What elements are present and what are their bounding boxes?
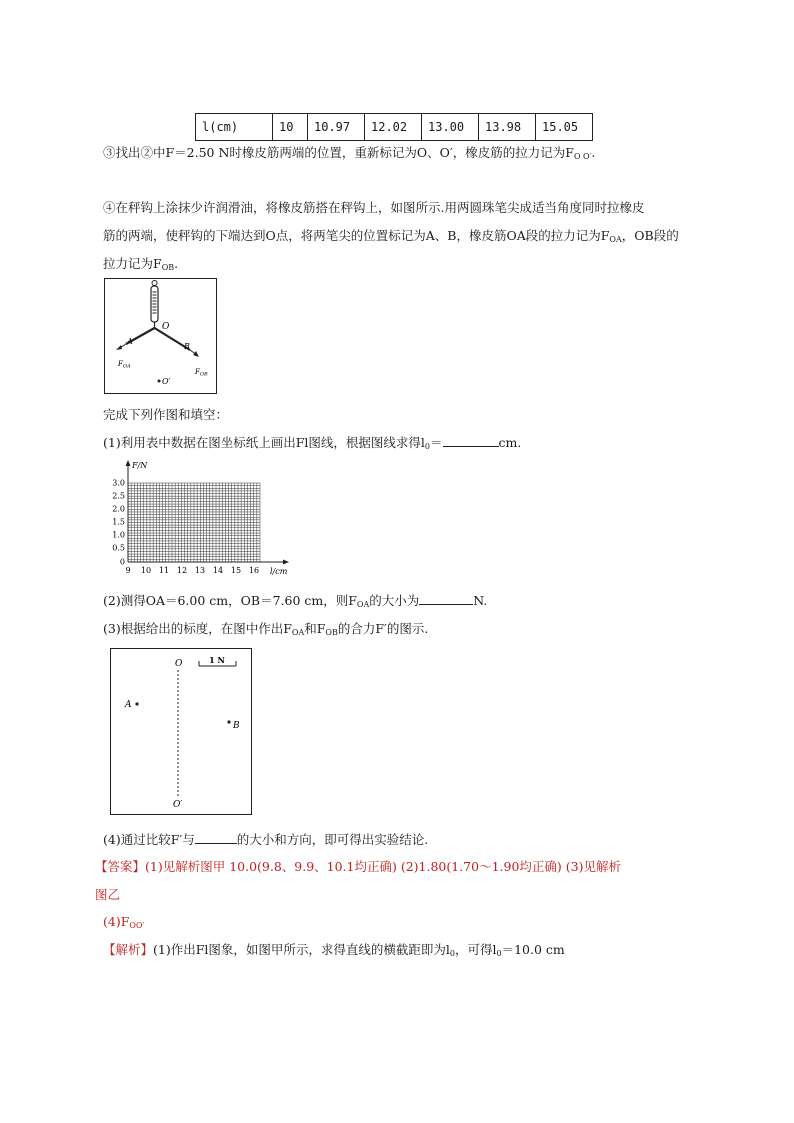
q2-text: (2)测得OA＝6.00 cm，OB＝7.60 cm，则F — [103, 593, 357, 608]
x-tick-label: 11 — [158, 566, 170, 575]
q2-text-b: 的大小为 — [369, 593, 420, 608]
fig1-label-fob: $F_{OB}$ — [195, 368, 208, 378]
q3-text: (3)根据给出的标度，在图中作出F — [103, 621, 292, 636]
data-table — [195, 113, 593, 141]
x-tick-label: 12 — [176, 566, 188, 575]
x-tick-label: 13 — [194, 566, 206, 575]
step3-end: . — [591, 145, 596, 160]
x-tick-label: 16 — [248, 566, 260, 575]
table-cell: 10.97 — [308, 114, 365, 141]
y-axis-label: F/N — [132, 461, 148, 470]
table-header-cell: l(cm) — [196, 114, 273, 141]
analysis-sub1: 0 — [449, 949, 455, 958]
step4-line2-text: 筋的两端，使秤钩的下端达到O点，将两笔尖的位置标记为A、B，橡皮筋OA段的拉力记为F — [103, 228, 610, 243]
analysis-body-c: ＝10.0 cm — [501, 942, 565, 957]
fig1-label-a: A — [127, 337, 133, 346]
q3-sub1: OA — [291, 628, 305, 637]
x-tick-label: 14 — [212, 566, 224, 575]
q1-sub: 0 — [424, 442, 430, 451]
question-2 — [103, 592, 487, 613]
analysis-body: (1)作出Fl图象，如图甲所示，求得直线的横截距即为l — [153, 942, 450, 957]
y-tick-label: 1.0 — [112, 530, 125, 540]
step4-line3 — [103, 255, 178, 276]
table-cell: 12.02 — [365, 114, 422, 141]
fig2-label-a: A — [125, 700, 132, 710]
table-cell: 13.98 — [479, 114, 536, 141]
table-row — [196, 114, 593, 141]
step4-line3-end: . — [174, 256, 179, 271]
y-axis-arrow — [126, 460, 131, 466]
fig2-label-o: O — [175, 659, 183, 669]
question-1 — [103, 434, 521, 455]
analysis-tag: 【解析】 — [103, 942, 154, 957]
q1-text: (1)利用表中数据在图坐标纸上画出Fl图线，根据图线求得l — [103, 435, 425, 450]
step4-line3-sub: OB — [161, 263, 175, 272]
y-tick-label: 0.5 — [112, 543, 125, 553]
fig1-point-o2 — [158, 380, 161, 383]
q2-answer-blank[interactable] — [419, 592, 473, 605]
fig1-label-foa: $F_{OA}$ — [118, 360, 131, 370]
analysis-sub2: 0 — [496, 949, 502, 958]
step4-line1: ④在秤钩上涂抹少许润滑油，将橡皮筋搭在秤钩上，如图所示.用两圆珠笔尖成适当角度同时拉橡皮 — [103, 200, 645, 215]
question-3 — [103, 620, 428, 641]
answer-cont: 图乙 — [95, 887, 121, 902]
q4-text-b: 的大小和方向，即可得出实验结论. — [236, 832, 429, 847]
q4-text: (4)通过比较F′与 — [103, 832, 195, 847]
x-tick-label: 15 — [230, 566, 242, 575]
analysis-line — [103, 941, 565, 962]
step4-line2 — [103, 227, 679, 248]
fig2-label-b: B — [233, 721, 240, 731]
q2-unit: N. — [473, 593, 488, 608]
step3-sub: O O′ — [573, 152, 592, 161]
x-tick-label: 9 — [125, 566, 131, 575]
x-axis-label: l/cm — [270, 567, 288, 576]
table-cell: 15.05 — [536, 114, 593, 141]
table-cell: 13.00 — [422, 114, 479, 141]
y-tick-label: 3.0 — [112, 478, 125, 488]
step4-line2-end: ，OB段的 — [621, 228, 679, 243]
x-axis-arrow — [283, 560, 289, 565]
step3-text: ③找出②中F＝2.50 N时橡皮筋两端的位置，重新标记为O、O′，橡皮筋的拉力记为F — [103, 145, 574, 160]
q3-text-c: 的合力F′的图示. — [337, 621, 429, 636]
force-diagram-figure — [110, 648, 252, 816]
step4-line2-sub: OA — [609, 235, 622, 244]
q3-text-b: 和F — [304, 621, 326, 636]
q1-answer-blank[interactable] — [443, 434, 499, 447]
instructions: 完成下列作图和填空： — [103, 407, 229, 422]
answer-body: (1)见解析图甲 10.0(9.8、9.9、10.1均正确) (2)1.80(1.70～1.90均正确) (3)见解析 — [145, 859, 621, 874]
graph-paper-chart — [104, 458, 294, 578]
fig2-point-a — [135, 702, 138, 705]
step3-paragraph — [103, 144, 595, 165]
y-tick-label: 1.5 — [112, 517, 125, 527]
q2-sub: OA — [356, 600, 370, 609]
q4-answer-blank[interactable] — [195, 831, 237, 844]
spring-scale-icon — [151, 281, 158, 329]
analysis-body-b: ，可得l — [455, 942, 497, 957]
fig1-label-o2: O′ — [162, 377, 171, 386]
step4-line3-text: 拉力记为F — [103, 256, 162, 271]
fig1-label-b: B — [184, 342, 190, 351]
y-tick-label: 2.0 — [112, 504, 125, 514]
y-tick-labels — [112, 479, 125, 567]
answer-tag: 【答案】 — [95, 859, 146, 874]
x-tick-label: 10 — [140, 566, 152, 575]
fig2-label-scale: 1 N — [209, 655, 225, 665]
y-tick-label: 0 — [119, 557, 125, 567]
fig1-label-o: O — [162, 322, 170, 332]
q3-sub2: OB — [325, 628, 338, 637]
q1-eq: ＝ — [429, 435, 443, 450]
answer-line — [95, 858, 621, 875]
answer-p4-text: (4)F — [103, 914, 130, 929]
table-cell: 10 — [273, 114, 308, 141]
answer-p4-sub: OO′ — [129, 921, 145, 930]
grid-lines — [128, 483, 260, 562]
spring-scale-figure — [104, 278, 217, 394]
q1-unit: cm. — [498, 435, 522, 450]
fig2-label-o2: O′ — [173, 800, 183, 810]
question-4 — [103, 831, 428, 848]
fig2-point-b — [227, 720, 230, 723]
x-tick-labels — [125, 566, 259, 575]
answer-part4 — [103, 913, 144, 934]
y-tick-label: 2.5 — [112, 491, 125, 501]
